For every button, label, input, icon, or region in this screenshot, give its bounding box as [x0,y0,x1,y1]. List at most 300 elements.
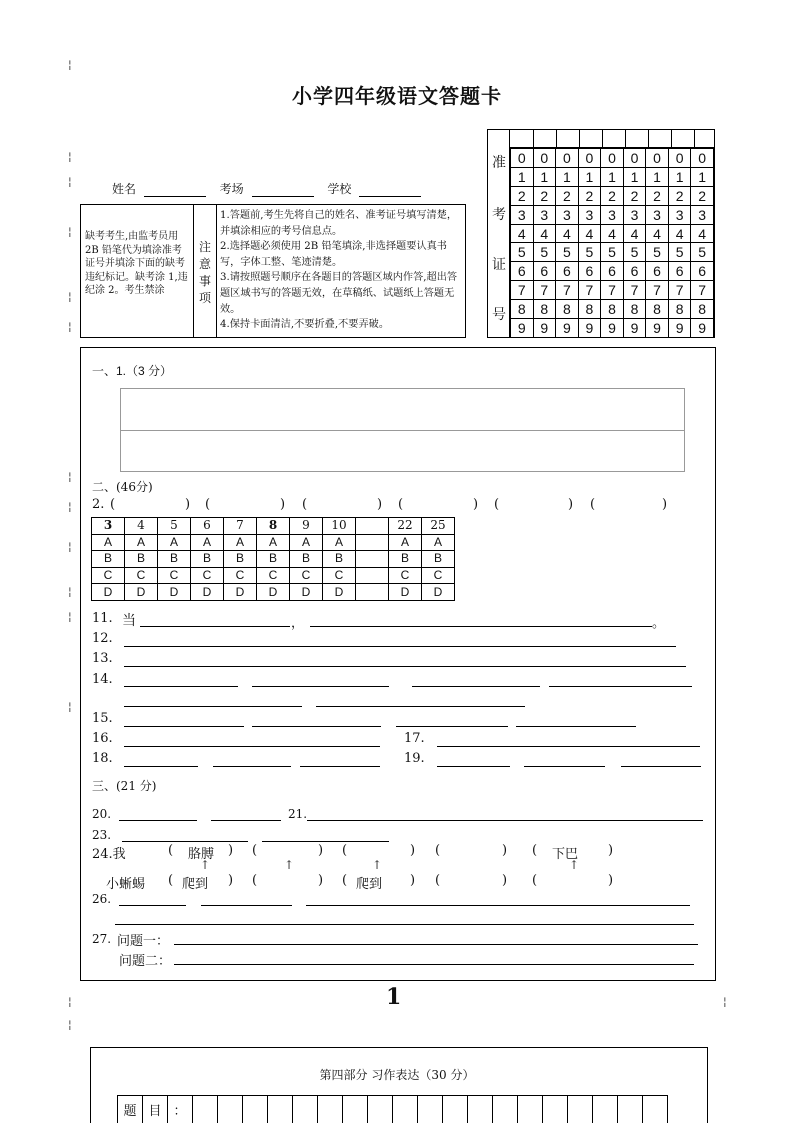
q12-blank[interactable] [124,646,676,647]
q24-paren-close: ) [228,843,234,858]
exam-id-bubble[interactable]: 6 [668,262,691,281]
q24-paren-close: ) [502,843,508,858]
choice-bubble[interactable]: A [191,534,224,551]
q2-blank-close: ) [280,497,286,512]
margin-tick: ¦ [68,700,72,713]
exam-id-bubble[interactable]: 8 [533,300,556,319]
exam-id-bubble[interactable]: 2 [691,186,714,205]
q24-paren-open: ( [168,873,174,888]
composition-cell[interactable] [593,1096,618,1123]
exam-id-bubble[interactable]: 6 [601,262,624,281]
q2-blank[interactable] [406,497,471,513]
q14-label: 14. [92,672,113,687]
q14-blank[interactable] [412,686,540,687]
exam-id-bubble[interactable]: 6 [646,262,669,281]
q14-blank[interactable] [124,706,302,707]
q27-blank-2[interactable] [174,964,694,965]
notice-item: 2.选择题必须使用 2B 铅笔填涂,非选择题要认真书写，字体工整、笔迹清楚。 [220,241,447,268]
notice-box [80,204,466,338]
q26-label: 26. [92,892,112,906]
q11-word: 当 [122,613,136,629]
exam-id-bubble[interactable]: 0 [556,149,579,168]
exam-id-bubble[interactable]: 5 [511,243,534,262]
composition-cell[interactable] [343,1096,368,1123]
choice-bubble[interactable]: C [257,567,290,584]
q23-blank[interactable] [262,841,389,842]
q12-label: 12. [92,631,113,646]
q2-blank-open: ( [302,497,308,512]
exam-id-bubble[interactable]: 1 [533,167,556,186]
exam-room-field[interactable] [252,183,314,197]
composition-cell[interactable] [543,1096,568,1123]
exam-id-grid [510,148,714,338]
choice-bubble[interactable]: D [422,584,455,601]
choice-question-number [356,518,389,535]
choice-question-number: 7 [224,518,257,535]
choice-bubble[interactable]: A [92,534,125,551]
choice-bubble[interactable]: B [158,551,191,568]
q24-given-word: 胳膊 [188,846,215,861]
choice-bubble[interactable]: A [422,534,455,551]
margin-tick: ¦ [68,58,72,71]
choice-bubble[interactable]: C [422,567,455,584]
q2-blank-close: ) [185,497,191,512]
margin-tick: ¦ [68,995,72,1008]
exam-id-bubble[interactable]: 7 [691,281,714,300]
q19-label: 19. [404,751,425,766]
q24-blank[interactable] [449,873,500,889]
q24-paren-open: ( [168,843,174,858]
q24-paren-close: ) [228,873,234,888]
choice-bubble[interactable]: D [191,584,224,601]
choice-bubble[interactable]: D [323,584,356,601]
exam-id-bubble[interactable]: 8 [601,300,624,319]
exam-id-bubble[interactable]: 6 [533,262,556,281]
exam-id-bubble[interactable]: 8 [668,300,691,319]
composition-cell[interactable] [443,1096,468,1123]
q24-paren-close: ) [608,843,614,858]
q2-blank-close: ) [473,497,479,512]
exam-room-label: 考场 [219,182,244,196]
composition-cell[interactable] [643,1096,668,1123]
q24-blank[interactable] [546,873,606,889]
q26-blank[interactable] [201,905,292,906]
q24-paren-open: ( [342,873,348,888]
q24-paren-close: ) [410,843,416,858]
q15-label: 15. [92,711,113,726]
exam-id-bubble[interactable]: 6 [556,262,579,281]
part2-heading: 二、(46分) [92,480,153,494]
choice-question-number: 25 [422,518,455,535]
q24-paren-close: ) [410,873,416,888]
choice-bubble[interactable]: A [323,534,356,551]
q11-blank-1[interactable] [140,626,290,627]
q23-label: 23. [92,828,112,842]
choice-question-number: 22 [389,518,422,535]
composition-cell[interactable] [243,1096,268,1123]
choice-bubble[interactable]: C [389,567,422,584]
margin-tick: ¦ [68,1018,72,1031]
exam-id-bubble[interactable]: 2 [533,186,556,205]
composition-cell[interactable] [318,1096,343,1123]
q20-label: 20. [92,807,112,821]
exam-id-bubble[interactable]: 3 [601,205,624,224]
choice-question-number: 4 [125,518,158,535]
school-label: 学校 [327,182,352,196]
q15-blank[interactable] [396,726,508,727]
part1-heading: 一、1.（3 分） [92,364,173,378]
exam-id-bubble[interactable]: 6 [511,262,534,281]
choice-bubble[interactable]: B [422,551,455,568]
exam-id-bubble[interactable]: 1 [691,167,714,186]
exam-id-bubble[interactable]: 2 [646,186,669,205]
choice-question-number: 5 [158,518,191,535]
exam-id-bubble[interactable]: 4 [533,224,556,243]
notice-item: 3.请按照题号顺序在各题目的答题区域内作答,超出答题区域书写的答题无效，在草稿纸、试题纸上答题无效。 [220,272,458,315]
title-cell-label: ： [168,1096,193,1123]
q2-blank[interactable] [598,497,660,513]
q24-paren-open: ( [532,873,538,888]
margin-tick: ¦ [68,150,72,163]
notice-items [220,208,464,333]
choice-grid [91,517,455,601]
composition-cell[interactable] [293,1096,318,1123]
exam-id-bubble[interactable]: 8 [578,300,601,319]
q2-blank-open: ( [494,497,500,512]
choice-bubble[interactable]: B [323,551,356,568]
exam-id-bubble[interactable]: 0 [578,149,601,168]
choice-bubble[interactable]: B [191,551,224,568]
q11-comma: ， [291,616,305,631]
q14-blank[interactable] [252,686,389,687]
composition-cell[interactable] [493,1096,518,1123]
exam-id-bubble[interactable]: 5 [691,243,714,262]
q17-label: 17. [404,731,425,746]
q14-blank[interactable] [316,706,525,707]
page-title: 小学四年级语文答题卡 [292,84,502,108]
choice-question-number: 10 [323,518,356,535]
exam-id-bubble[interactable]: 4 [556,224,579,243]
exam-id-bubble[interactable]: 3 [691,205,714,224]
exam-id-bubble[interactable]: 2 [668,186,691,205]
exam-id-bubble[interactable]: 3 [511,205,534,224]
q16-blank[interactable] [124,746,380,747]
exam-id-bubble[interactable]: 7 [511,281,534,300]
exam-id-bubble[interactable]: 7 [578,281,601,300]
exam-id-bubble[interactable]: 3 [556,205,579,224]
choice-bubble[interactable]: D [125,584,158,601]
composition-cell[interactable] [418,1096,443,1123]
q15-blank[interactable] [124,726,244,727]
q24-given-word: 下巴 [552,846,579,861]
exam-id-bubble[interactable]: 7 [533,281,556,300]
exam-id-bubble[interactable]: 8 [691,300,714,319]
exam-id-bubble[interactable]: 9 [511,319,534,338]
choice-bubble[interactable]: C [125,567,158,584]
composition-cell[interactable] [518,1096,543,1123]
q20-blank[interactable] [211,820,281,821]
exam-id-bubble[interactable]: 6 [578,262,601,281]
exam-id-bubble[interactable]: 7 [646,281,669,300]
exam-id-bubble[interactable]: 9 [578,319,601,338]
q1-answer-box[interactable] [120,388,685,472]
exam-id-bubble[interactable]: 2 [623,186,646,205]
q19-blank[interactable] [524,766,605,767]
choice-bubble[interactable]: B [224,551,257,568]
q24-blank[interactable] [272,843,316,859]
q27-prompt-2: 问题二： [119,954,172,969]
choice-bubble [356,567,389,584]
exam-id-bubble[interactable]: 2 [601,186,624,205]
exam-id-bubble[interactable]: 1 [668,167,691,186]
exam-id-bubble[interactable]: 9 [623,319,646,338]
q2-blank[interactable] [502,497,566,513]
exam-id-bubble[interactable]: 4 [578,224,601,243]
q2-blank-close: ) [568,497,574,512]
q17-blank[interactable] [437,746,700,747]
q11-end: 。 [652,616,666,631]
exam-id-bubble[interactable]: 9 [668,319,691,338]
q19-blank[interactable] [621,766,701,767]
title-cell-label: 目 [143,1096,168,1123]
part4-heading: 第四部分 习作表达（30 分） [319,1068,475,1082]
q11-label: 11. [92,611,113,626]
q24-paren-open: ( [435,873,441,888]
exam-id-bubble[interactable]: 1 [601,167,624,186]
choice-bubble [356,534,389,551]
margin-tick: ¦ [68,585,72,598]
q24-blank[interactable] [266,873,316,889]
exam-id-bubble[interactable]: 0 [511,149,534,168]
choice-bubble[interactable]: D [224,584,257,601]
exam-id-bubble[interactable]: 9 [646,319,669,338]
exam-id-bubble[interactable]: 6 [691,262,714,281]
exam-id-bubble[interactable]: 0 [533,149,556,168]
choice-bubble[interactable]: C [191,567,224,584]
q24-paren-open: ( [435,843,441,858]
q24-paren-open: ( [252,843,258,858]
exam-id-bubble[interactable]: 5 [646,243,669,262]
student-info-row [112,180,421,197]
exam-id-bubble[interactable]: 8 [556,300,579,319]
exam-id-bubble[interactable]: 3 [668,205,691,224]
exam-id-write-row[interactable] [510,130,714,148]
composition-cell[interactable] [193,1096,218,1123]
exam-id-bubble[interactable]: 4 [601,224,624,243]
arrow-icon: ↑ [284,858,295,872]
q2-blank-open: ( [590,497,596,512]
choice-bubble[interactable]: A [389,534,422,551]
choice-bubble[interactable]: B [389,551,422,568]
exam-id-bubble[interactable]: 3 [646,205,669,224]
choice-bubble[interactable]: C [224,567,257,584]
exam-id-bubble[interactable]: 7 [601,281,624,300]
exam-id-bubble[interactable]: 9 [533,319,556,338]
exam-id-bubble[interactable]: 1 [578,167,601,186]
composition-cell[interactable] [218,1096,243,1123]
q18-blank[interactable] [213,766,291,767]
q24-blank[interactable] [362,843,408,859]
margin-tick: ¦ [68,320,72,333]
margin-tick: ¦ [68,175,72,188]
margin-tick: ¦ [68,500,72,513]
exam-id-label: 准 考 证 号 [488,130,510,337]
q18-label: 18. [92,751,113,766]
notice-label: 注 意 事 项 [198,240,211,305]
choice-bubble [356,584,389,601]
choice-bubble[interactable]: B [257,551,290,568]
choice-bubble[interactable]: B [125,551,158,568]
exam-id-bubble[interactable]: 9 [556,319,579,338]
exam-id-bubble[interactable]: 7 [623,281,646,300]
name-field[interactable] [144,183,206,197]
q23-blank[interactable] [122,841,248,842]
q26-blank[interactable] [115,924,694,925]
choice-bubble[interactable]: C [92,567,125,584]
exam-id-bubble[interactable]: 1 [646,167,669,186]
arrow-icon: ↑ [569,858,580,872]
choice-question-number: 3 [92,518,125,535]
exam-id-bubble[interactable]: 2 [511,186,534,205]
exam-id-bubble[interactable]: 2 [578,186,601,205]
arrow-icon: ↑ [372,858,383,872]
q24-paren-close: ) [502,873,508,888]
q24-paren-open: ( [252,873,258,888]
q2-blank[interactable] [118,497,183,513]
q26-blank[interactable] [306,905,690,906]
margin-tick: ¦ [68,610,72,623]
name-label: 姓名 [112,182,137,196]
exam-id-bubble[interactable]: 5 [578,243,601,262]
q14-blank[interactable] [549,686,692,687]
exam-id-bubble[interactable]: 7 [668,281,691,300]
choice-question-number: 8 [257,518,290,535]
choice-bubble[interactable]: A [224,534,257,551]
composition-cell[interactable] [568,1096,593,1123]
exam-id-bubble[interactable]: 3 [533,205,556,224]
exam-id-bubble[interactable]: 0 [691,149,714,168]
composition-cell[interactable] [268,1096,293,1123]
choice-bubble[interactable]: D [257,584,290,601]
exam-id-bubble[interactable]: 5 [533,243,556,262]
arrow-icon: ↑ [200,858,211,872]
q2-blank-close: ) [377,497,383,512]
q24-second-label: 小蜥蜴 [106,877,146,892]
part3-heading: 三、(21 分) [92,779,157,793]
exam-id-bubble[interactable]: 0 [601,149,624,168]
margin-tick: ¦ [68,225,72,238]
exam-id-bubble[interactable]: 4 [623,224,646,243]
choice-bubble[interactable]: A [158,534,191,551]
exam-id-bubble[interactable]: 1 [556,167,579,186]
choice-bubble[interactable]: B [92,551,125,568]
exam-id-bubble[interactable]: 8 [623,300,646,319]
exam-id-bubble[interactable]: 2 [556,186,579,205]
exam-id-bubble[interactable]: 5 [556,243,579,262]
exam-id-bubble[interactable]: 3 [623,205,646,224]
q2-blank-close: ) [662,497,668,512]
choice-bubble[interactable]: A [257,534,290,551]
exam-id-bubble[interactable]: 4 [691,224,714,243]
composition-cell[interactable] [368,1096,393,1123]
q27-blank-1[interactable] [174,944,698,945]
exam-id-bubble[interactable]: 7 [556,281,579,300]
margin-tick: ¦ [68,540,72,553]
exam-id-bubble[interactable]: 9 [691,319,714,338]
composition-cell[interactable] [618,1096,643,1123]
exam-id-bubble[interactable]: 1 [511,167,534,186]
exam-id-bubble[interactable]: 0 [623,149,646,168]
q24-paren-close: ) [318,873,324,888]
composition-grid [117,1095,668,1123]
exam-id-bubble[interactable]: 4 [668,224,691,243]
exam-id-bubble[interactable]: 1 [623,167,646,186]
exam-id-box [487,129,715,338]
q26-blank[interactable] [119,905,186,906]
exam-id-bubble[interactable]: 4 [511,224,534,243]
exam-id-bubble[interactable]: 8 [646,300,669,319]
q24-paren-close: ) [608,873,614,888]
exam-id-bubble[interactable]: 6 [623,262,646,281]
choice-bubble[interactable]: D [158,584,191,601]
q2-blank[interactable] [213,497,278,513]
exam-id-bubble[interactable]: 5 [623,243,646,262]
exam-id-bubble[interactable]: 4 [646,224,669,243]
exam-id-bubble[interactable]: 3 [578,205,601,224]
choice-bubble[interactable]: D [92,584,125,601]
exam-id-bubble[interactable]: 5 [601,243,624,262]
choice-bubble[interactable]: C [290,567,323,584]
q24-given-word: 爬到 [356,877,383,892]
q19-blank[interactable] [437,766,510,767]
choice-bubble[interactable]: C [158,567,191,584]
q2-blank[interactable] [310,497,375,513]
q24-blank[interactable] [455,843,500,859]
exam-id-bubble[interactable]: 0 [646,149,669,168]
q14-blank[interactable] [124,686,238,687]
invigilator-note: 缺考考生,由监考员用2B 铅笔代为填涂准考证号并填涂下面的缺考违纪标记。缺考涂 1,违纪涂 2。考生禁涂 [85,231,188,296]
choice-question-number: 6 [191,518,224,535]
choice-bubble[interactable]: A [125,534,158,551]
choice-bubble[interactable]: D [389,584,422,601]
q15-blank[interactable] [252,726,381,727]
exam-id-bubble[interactable]: 5 [668,243,691,262]
composition-cell[interactable] [393,1096,418,1123]
q21-label: 21. [288,807,308,821]
q24-paren-open: ( [532,843,538,858]
exam-id-bubble[interactable]: 9 [601,319,624,338]
q18-blank[interactable] [300,766,380,767]
q15-blank[interactable] [516,726,636,727]
margin-tick: ¦ [68,290,72,303]
composition-cell[interactable] [468,1096,493,1123]
q21-blank[interactable] [307,820,703,821]
school-field[interactable] [359,183,421,197]
divider [216,205,217,337]
choice-bubble[interactable]: C [323,567,356,584]
exam-id-bubble[interactable]: 0 [668,149,691,168]
q13-blank[interactable] [124,666,686,667]
exam-id-bubble[interactable]: 8 [511,300,534,319]
q18-blank[interactable] [124,766,198,767]
choice-bubble[interactable]: D [290,584,323,601]
choice-bubble[interactable]: B [290,551,323,568]
q13-label: 13. [92,651,113,666]
choice-bubble[interactable]: A [290,534,323,551]
q11-blank-2[interactable] [310,626,652,627]
q20-blank[interactable] [119,820,197,821]
q27-prompt-1: 问题一： [117,934,170,949]
